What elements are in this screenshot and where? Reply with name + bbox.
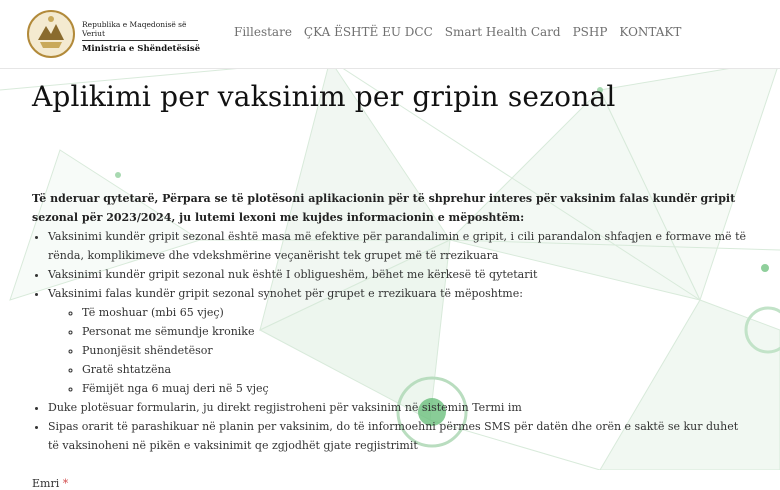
nav-eu-dcc[interactable]: ÇKA ËSHTË EU DCC	[303, 25, 433, 39]
field-label-text: Emri	[32, 477, 60, 490]
risk-groups-list	[48, 303, 752, 398]
coat-of-arms-logo[interactable]	[26, 8, 76, 60]
ministry-country: Republika e Maqedonisë së Veriut	[82, 20, 187, 38]
nav-fillestare[interactable]: Fillestare	[234, 25, 292, 39]
nav-kontakt[interactable]: KONTAKT	[619, 25, 682, 39]
list-item: ◦ Fëmijët nga 6 muaj deri në 5 vjeç	[82, 379, 752, 398]
divider	[82, 40, 198, 41]
main-content	[32, 80, 752, 490]
nav-smart-health-card[interactable]: Smart Health Card	[444, 25, 561, 39]
page-title: Aplikimi per vaksinim per gripin sezonal	[32, 80, 616, 113]
ministry-title: Ministria e Shëndetësisë	[82, 44, 201, 54]
list-item: ◦ Punonjësit shëndetësor	[82, 341, 752, 360]
intro-text: Të nderuar qytetarë, Përpara se të plotësoni aplikacionin për të shprehur interes për vaksinim falas kundër gripit sezonal për 2023/2024, ju lutemi lexoni me kujdes informacionin e mëposhtëm:	[32, 192, 736, 224]
list-item: ◦ Të moshuar (mbi 65 vjeç)	[82, 303, 752, 322]
list-item: • Vaksinimi kundër gripit sezonal është masa më efektive për parandalimin e gripit, i cili parandalon shfaqjen e formave më të rënda, komplikimeve dhe vdekshmërine veçanërisht tek grupet më të rrezikuara	[48, 227, 752, 265]
name-field-label	[32, 477, 752, 490]
list-item-text: Vaksinimi falas kundër gripit sezonal synohet për grupet e rrezikuara të mëposhtme:	[48, 287, 523, 300]
list-item: • Duke plotësuar formularin, ju direkt regjistroheni për vaksinim në sistemin Termi im	[48, 398, 752, 417]
list-item	[48, 284, 752, 398]
main-nav	[234, 25, 681, 39]
info-list	[32, 227, 752, 455]
list-item: ◦ Personat me sëmundje kronike	[82, 322, 752, 341]
ministry-name[interactable]	[82, 20, 202, 54]
list-item: • Sipas orarit të parashikuar në planin per vaksinim, do të informoehni përmes SMS për datën dhe orën e saktë se kur duhet të vaksinoheni në pikën e vaksinimit qe zgjodhët gjate regjistrimit	[48, 417, 752, 455]
required-marker: *	[62, 477, 69, 490]
list-item: • Vaksinimi kundër gripit sezonal nuk është I obligueshëm, bëhet me kërkesë të qytetarit	[48, 265, 752, 284]
site-header	[0, 0, 780, 69]
list-item: ◦ Gratë shtatzëna	[82, 360, 752, 379]
nav-pshp[interactable]: PSHP	[572, 25, 608, 39]
